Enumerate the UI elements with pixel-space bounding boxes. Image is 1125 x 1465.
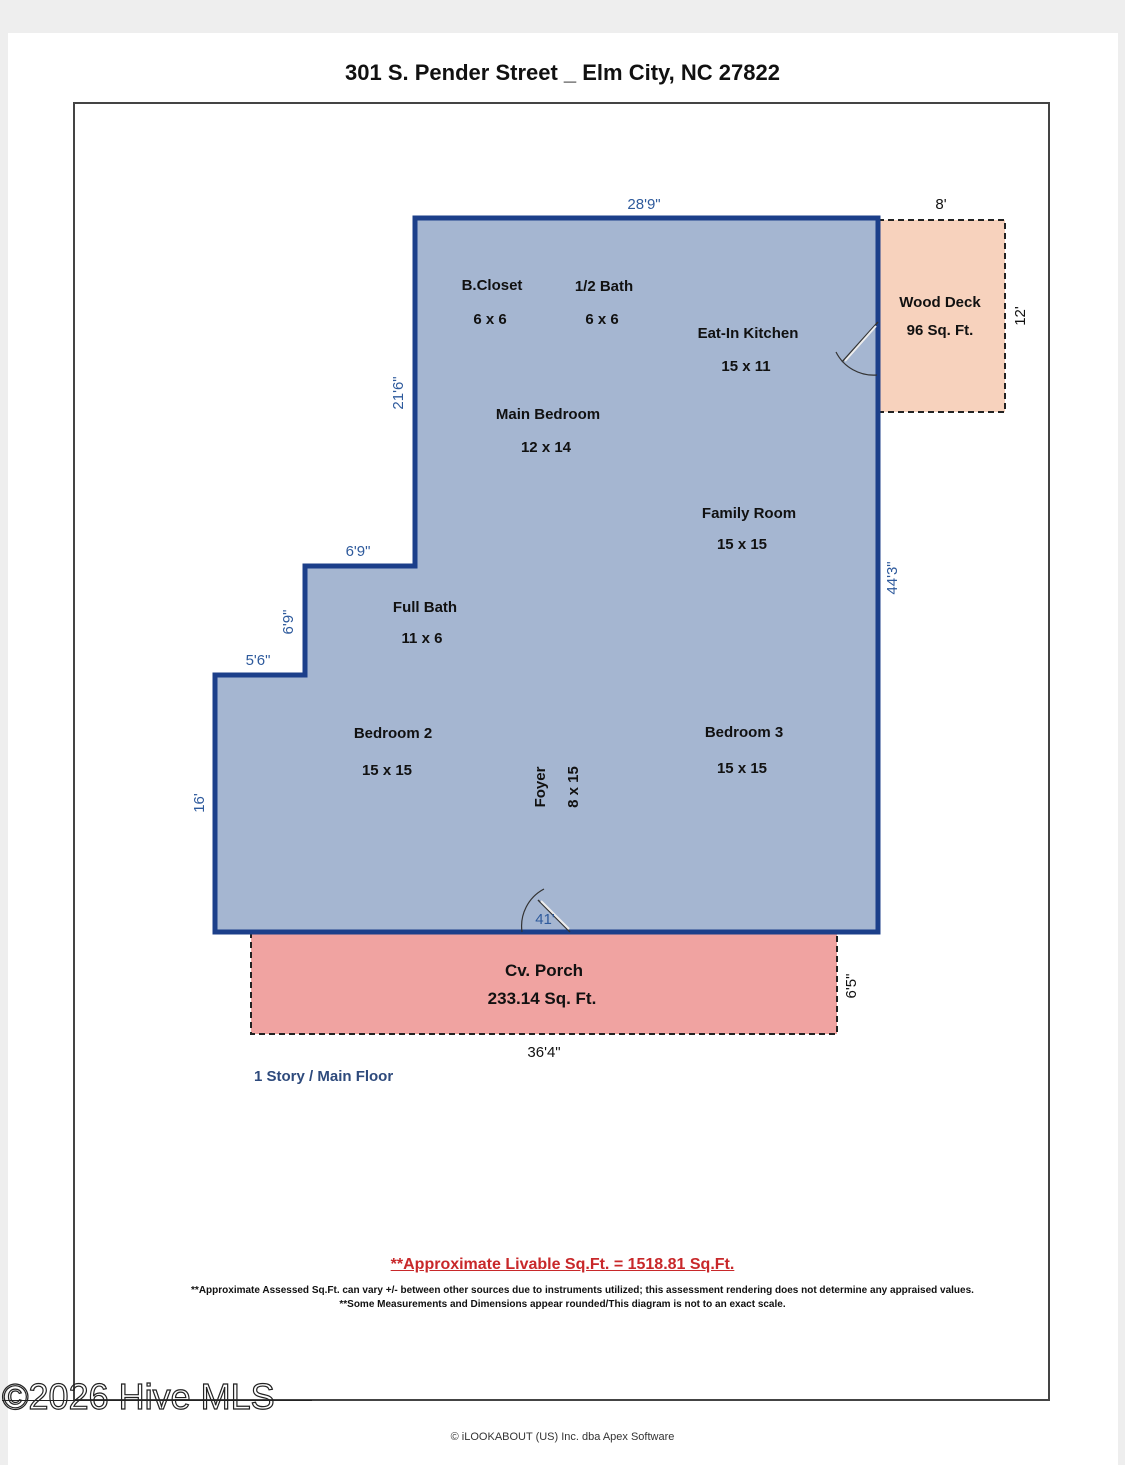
deck-width-dim: 8' xyxy=(935,196,947,213)
watermark-underline xyxy=(2,1400,312,1401)
room-b-closet-name: B.Closet xyxy=(461,277,523,294)
floor-label: 1 Story / Main Floor xyxy=(254,1068,394,1085)
deck-area: 96 Sq. Ft. xyxy=(906,322,974,339)
assessment-note: **Approximate Assessed Sq.Ft. can vary +/- between other sources due to instruments utilized; this assessment rendering does not determine any appraised values. xyxy=(191,1285,974,1296)
room-kitchen-name: Eat-In Kitchen xyxy=(697,325,799,342)
room-kitchen-size: 15 x 11 xyxy=(721,358,771,375)
room-b-closet-size: 6 x 6 xyxy=(473,311,507,328)
mls-watermark: ©2026 Hive MLS xyxy=(2,1376,275,1417)
room-main-bedroom-size: 12 x 14 xyxy=(520,439,572,456)
room-main-bedroom-name: Main Bedroom xyxy=(495,406,601,423)
deck-depth-dim: 12' xyxy=(1012,306,1029,326)
livable-sqft: **Approximate Livable Sq.Ft. = 1518.81 Sq.Ft. xyxy=(390,1256,735,1273)
room-bedroom2-size: 15 x 15 xyxy=(361,762,413,779)
room-bedroom2-name: Bedroom 2 xyxy=(353,725,433,742)
room-half-bath-name: 1/2 Bath xyxy=(574,278,634,295)
dim-right: 44'3" xyxy=(884,561,901,595)
porch-width-dim: 36'4" xyxy=(527,1044,561,1061)
room-family-room-size: 15 x 15 xyxy=(716,536,768,553)
dim-top: 28'9" xyxy=(627,196,661,213)
scale-note: **Some Measurements and Dimensions appear rounded/This diagram is not to an exact scale. xyxy=(339,1299,786,1310)
porch-name: Cv. Porch xyxy=(504,961,584,980)
room-bedroom3-size: 15 x 15 xyxy=(716,760,768,777)
page-title: 301 S. Pender Street _ Elm City, NC 27822 xyxy=(345,60,780,85)
room-foyer-name: Foyer xyxy=(532,766,549,808)
dim-left-lower: 16' xyxy=(191,793,208,813)
room-half-bath-size: 6 x 6 xyxy=(585,311,619,328)
porch-area-text: 233.14 Sq. Ft. xyxy=(487,989,597,1008)
porch-depth-dim: 6'5" xyxy=(843,973,860,999)
dim-step-upper: 6'9" xyxy=(345,543,371,560)
room-foyer-size: 8 x 15 xyxy=(565,766,582,808)
room-full-bath-name: Full Bath xyxy=(392,599,458,616)
room-family-room-name: Family Room xyxy=(701,505,797,522)
software-copyright: © iLOOKABOUT (US) Inc. dba Apex Software xyxy=(450,1431,675,1443)
room-full-bath-size: 11 x 6 xyxy=(401,630,443,647)
dim-door: 41' xyxy=(535,911,555,928)
dim-step-lower: 5'6" xyxy=(245,652,271,669)
dim-step-mid: 6'9" xyxy=(280,609,297,635)
room-bedroom3-name: Bedroom 3 xyxy=(704,724,784,741)
dim-left-upper: 21'6" xyxy=(390,376,407,410)
porch-area xyxy=(251,932,837,1034)
deck-name: Wood Deck xyxy=(899,294,981,311)
wood-deck-area xyxy=(878,220,1005,412)
